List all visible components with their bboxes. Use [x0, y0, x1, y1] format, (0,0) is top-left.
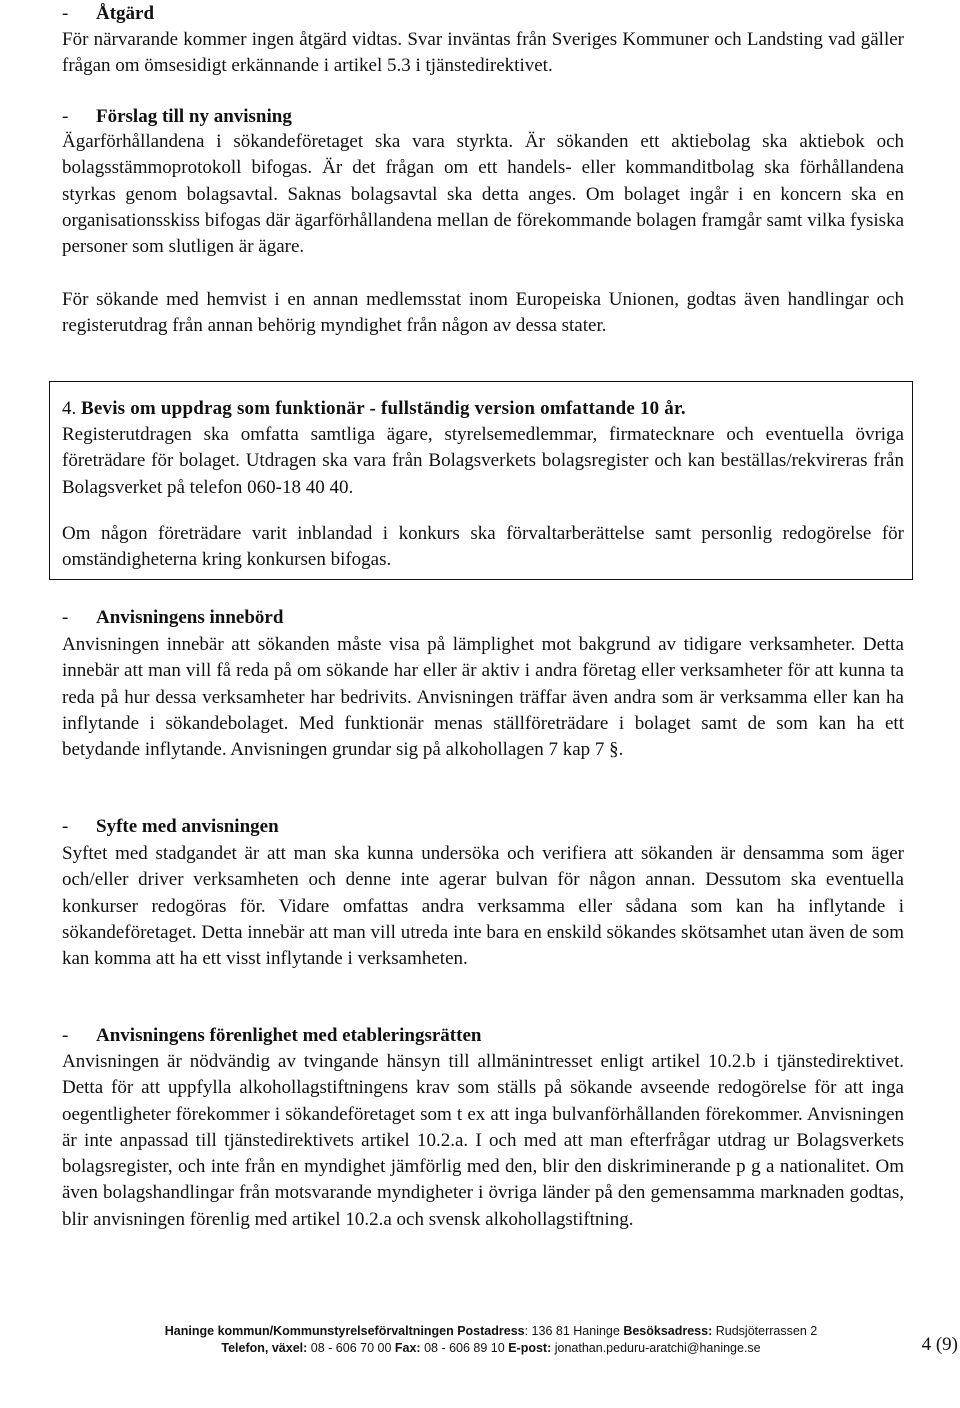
section-heading-innebord: - Anvisningens innebörd	[62, 605, 283, 631]
footer-line-1	[0, 1324, 960, 1338]
paragraph-forenlighet: Anvisningen är nödvändig av tvingande hänsyn till allmänintresset enligt artikel 10.2.b i tjänstedirektivet. Detta för att uppfylla alkohollagstiftningens krav som ställs på sökande avseende redogörelse för att inga oegentligheter förekommer i sökandeföretaget som t ex att inga bulvanförhållanden förekommer. Anvisningen är inte anpassad till tjänstedirektivets artikel 10.2.a. I och med att man efterfrågar utdrag ur Bolagsverkets bolagsregister, och inte från en myndighet jämförlig med den, blir den diskriminerande p g a nationalitet. Om även bolagshandlingar från motsvarande myndigheter i övriga länder på den gemensamma marknaden godtas, blir anvisningen förenlig med artikel 10.2.a och svensk alkohollagstiftning.	[62, 1051, 904, 1230]
footer-besoksadress: Rudsjöterrassen 2	[715, 1324, 818, 1338]
footer-line-2	[0, 1341, 960, 1355]
bullet-dash: -	[62, 816, 69, 837]
footer-fax-label: Fax:	[394, 1341, 421, 1355]
section-heading-syfte: - Syfte med anvisningen	[62, 814, 279, 840]
paragraph-innebord: Anvisningen innebär att sökanden måste visa på lämplighet mot bakgrund av tidigare verksamheter. Detta innebär att man vill få reda på om sökande har eller är aktiv i andra företag eller verksamheter för att kunna ta reda på hur dessa verksamheter har bedrivits. Anvisningen träffar även andra som är verksamma eller kan ha inflytande i sökandebolaget. Med funktionär menas ställföreträdare i bolaget samt de som kan ha ett betydande inflytande. Anvisningen grundar sig på alkohollagen 7 kap 7 §.	[62, 634, 904, 761]
paragraph-syfte: Syftet med stadgandet är att man ska kunna undersöka och verifiera att sökanden är densamma som äger och/eller driver verksamheten och denne inte agerar bulvan för någon annan. Dessutom ska eventuella konkurser redogöras för. Vidare omfattas andra verksamma eller sådana som kan ha inflytande i sökandeföretaget. Detta innebär att man vill utreda inte bara en enskild sökandes skötsamhet utan även de som kan komma att ha ett visst inflytande i verksamheten.	[62, 843, 904, 970]
bullet-dash: -	[62, 106, 69, 127]
box-heading	[62, 396, 904, 422]
section-heading-forslag: - Förslag till ny anvisning	[62, 104, 292, 130]
box-paragraph: Registerutdragen ska omfatta samtliga ägare, styrelsemedlemmar, firmatecknare och eventuella övriga företrädare för bolaget. Utdragen ska vara från Bolagsverkets bolagsregister och kan beställas/rekvireras från Bolagsverket på telefon 060-18 40 40.	[62, 424, 904, 498]
paragraph-forslag-hemvist: För sökande med hemvist i en annan medlemsstat inom Europeiska Unionen, godtas även handlingar och registerutdrag från annan behörig myndighet från någon av dessa stater.	[62, 289, 904, 337]
footer-fax: 08 - 606 89 10	[424, 1341, 505, 1355]
footer-telefon: 08 - 606 70 00	[310, 1341, 392, 1355]
footer-postadress-label: Postadress	[457, 1324, 525, 1338]
paragraph-atgard: För närvarande kommer ingen åtgärd vidtas. Svar inväntas från Sveriges Kommuner och Landsting vad gäller frågan om ömsesidigt erkännande i artikel 5.3 i tjänstedirektivet.	[62, 29, 904, 77]
box-paragraph-konkurs: Om någon företrädare varit inblandad i konkurs ska förvaltarberättelse samt personlig redogörelse för omständigheterna kring konkursen bifogas.	[62, 522, 904, 571]
footer-epost: jonathan.peduru-aratchi@haninge.se	[554, 1341, 761, 1355]
footer-postadress: : 136 81 Haninge	[524, 1324, 620, 1338]
footer-besoksadress-label: Besöksadress:	[623, 1324, 713, 1338]
requirement-box	[49, 381, 913, 580]
bullet-dash: -	[62, 3, 69, 24]
footer-org: Haninge kommun/Kommunstyrelseförvaltningen	[164, 1324, 454, 1338]
section-heading-forenlighet: - Anvisningens förenlighet med etableringsrätten	[62, 1023, 481, 1049]
page-number: 4 (9)	[921, 1334, 958, 1355]
bullet-dash: -	[62, 607, 69, 628]
bullet-dash: -	[62, 1025, 69, 1046]
box-number: 4.	[62, 398, 77, 419]
box-title: Bevis om uppdrag som funktionär - fullständig version omfattande 10 år.	[81, 398, 686, 419]
paragraph-forslag: Ägarförhållandena i sökandeföretaget ska vara styrkta. Är sökanden ett aktiebolag ska aktiebok och bolagsstämmoprotokoll bifogas. Är det frågan om ett handels- eller kommanditbolag ska förhållandena styrkas genom bolagsavtal. Saknas bolagsavtal ska detta anges. Om bolaget ingår i en koncern ska en organisationsskiss bifogas där ägarförhållandena mellan de förekommande bolagen framgår samt vilka fysiska personer som slutligen är ägare.	[62, 131, 904, 258]
footer-telefon-label: Telefon, växel:	[221, 1341, 308, 1355]
footer-epost-label: E-post:	[508, 1341, 552, 1355]
section-heading-atgard: - Åtgärd	[62, 1, 154, 27]
